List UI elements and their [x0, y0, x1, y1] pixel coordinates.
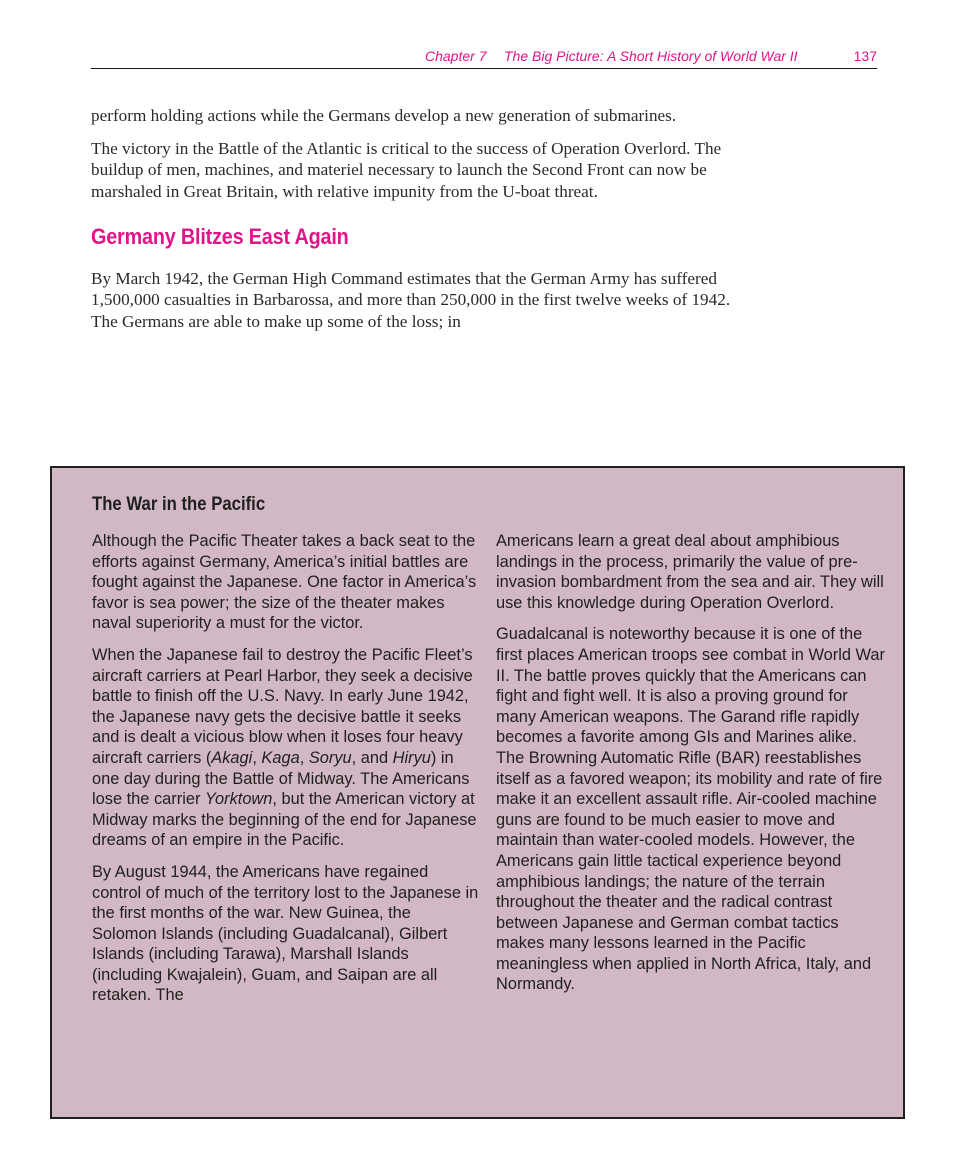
- sidebar-title: The War in the Pacific: [92, 494, 266, 515]
- sidebar-column-right: [496, 531, 886, 1006]
- text-run: When the Japanese fail to destroy the Pacific Fleet’s aircraft carriers at Pearl Harbor, they seek a decisive battle to finish off the U.S. Navy. In early June 1942, the Japanese navy gets the decisive battle it seeks and is dealt a vicious blow when it loses four heavy aircraft carriers (: [92, 645, 473, 767]
- ship-name: Hiryu: [392, 748, 431, 767]
- sidebar-paragraph: Although the Pacific Theater takes a back seat to the efforts against Germany, America’s initial battles are fought against the Japanese. One factor in America’s favor is sea power; the size of the theater makes naval superiority a must for the victor.: [92, 532, 477, 633]
- paragraph: The victory in the Battle of the Atlantic is critical to the success of Operation Overlord. The buildup of men, machines, and materiel necessary to launch the Second Front can now be marshaled in Great Britain, with relative impunity from the U-boat threat.: [91, 138, 722, 201]
- book-title: The Big Picture: A Short History of World War II: [504, 48, 798, 64]
- text-run: ,: [299, 748, 309, 767]
- sidebar-column-left: [92, 531, 480, 1017]
- sidebar-paragraph: Guadalcanal is noteworthy because it is one of the first places American troops see combat in World War II. The battle proves quickly that the Americans can fight and fight well. It is also a proving ground for many American weapons. The Garand rifle rapidly becomes a favorite among GIs and Marines alike. The Browning Automatic Rifle (BAR) reestablishes itself as a favored weapon; its mobility and rate of fire make it an excellent assault rifle. Air-cooled machine guns are found to be much easier to move and maintain than water-cooled models. However, the Americans gain little tactical experience beyond amphibious landings; the nature of the terrain throughout the theater and the radical contrast between Japanese and German combat tactics makes many lessons learned in the Pacific meaningless when applied in North Africa, Italy, and Normandy.: [496, 625, 885, 994]
- paragraph: By March 1942, the German High Command estimates that the German Army has suffered 1,500,000 casualties in Barbarossa, and more than 250,000 in the first twelve weeks of 1942. The Germans are able to make up some of the loss; in: [91, 268, 731, 331]
- text-run: ,: [252, 748, 262, 767]
- text-run: ) in one day during the Battle of Midway. The Americans lose the carrier: [92, 748, 470, 809]
- sidebar-paragraph: [92, 645, 480, 851]
- ship-name: Soryu: [308, 748, 352, 767]
- paragraph: perform holding actions while the Germans develop a new generation of submarines.: [91, 106, 677, 125]
- sidebar-box: [50, 466, 905, 1119]
- page-number: 137: [853, 48, 877, 64]
- main-text: [91, 105, 731, 343]
- ship-name: Kaga: [261, 748, 300, 767]
- ship-name: Yorktown: [204, 790, 273, 809]
- sidebar-paragraph: By August 1944, the Americans have regained control of much of the territory lost to the Japanese in the first months of the war. New Guinea, the Solomon Islands (including Guadalcanal), Gilbert Islands (including Tarawa), Marshall Islands (including Kwajalein), Guam, and Saipan are all retaken. The: [92, 862, 479, 1005]
- chapter-label: Chapter 7: [425, 48, 487, 64]
- text-run: , but the American victory at Midway marks the beginning of the end for Japanese dreams of an empire in the Pacific.: [92, 790, 477, 850]
- sidebar-paragraph: Americans learn a great deal about amphibious landings in the process, primarily the value of pre-invasion bombardment from the sea and air. They will use this knowledge during Operation Overlord.: [496, 532, 884, 612]
- section-heading: Germany Blitzes East Again: [91, 224, 349, 249]
- ship-name: Akagi: [211, 748, 253, 767]
- text-run: , and: [351, 748, 393, 767]
- running-header: [91, 46, 877, 69]
